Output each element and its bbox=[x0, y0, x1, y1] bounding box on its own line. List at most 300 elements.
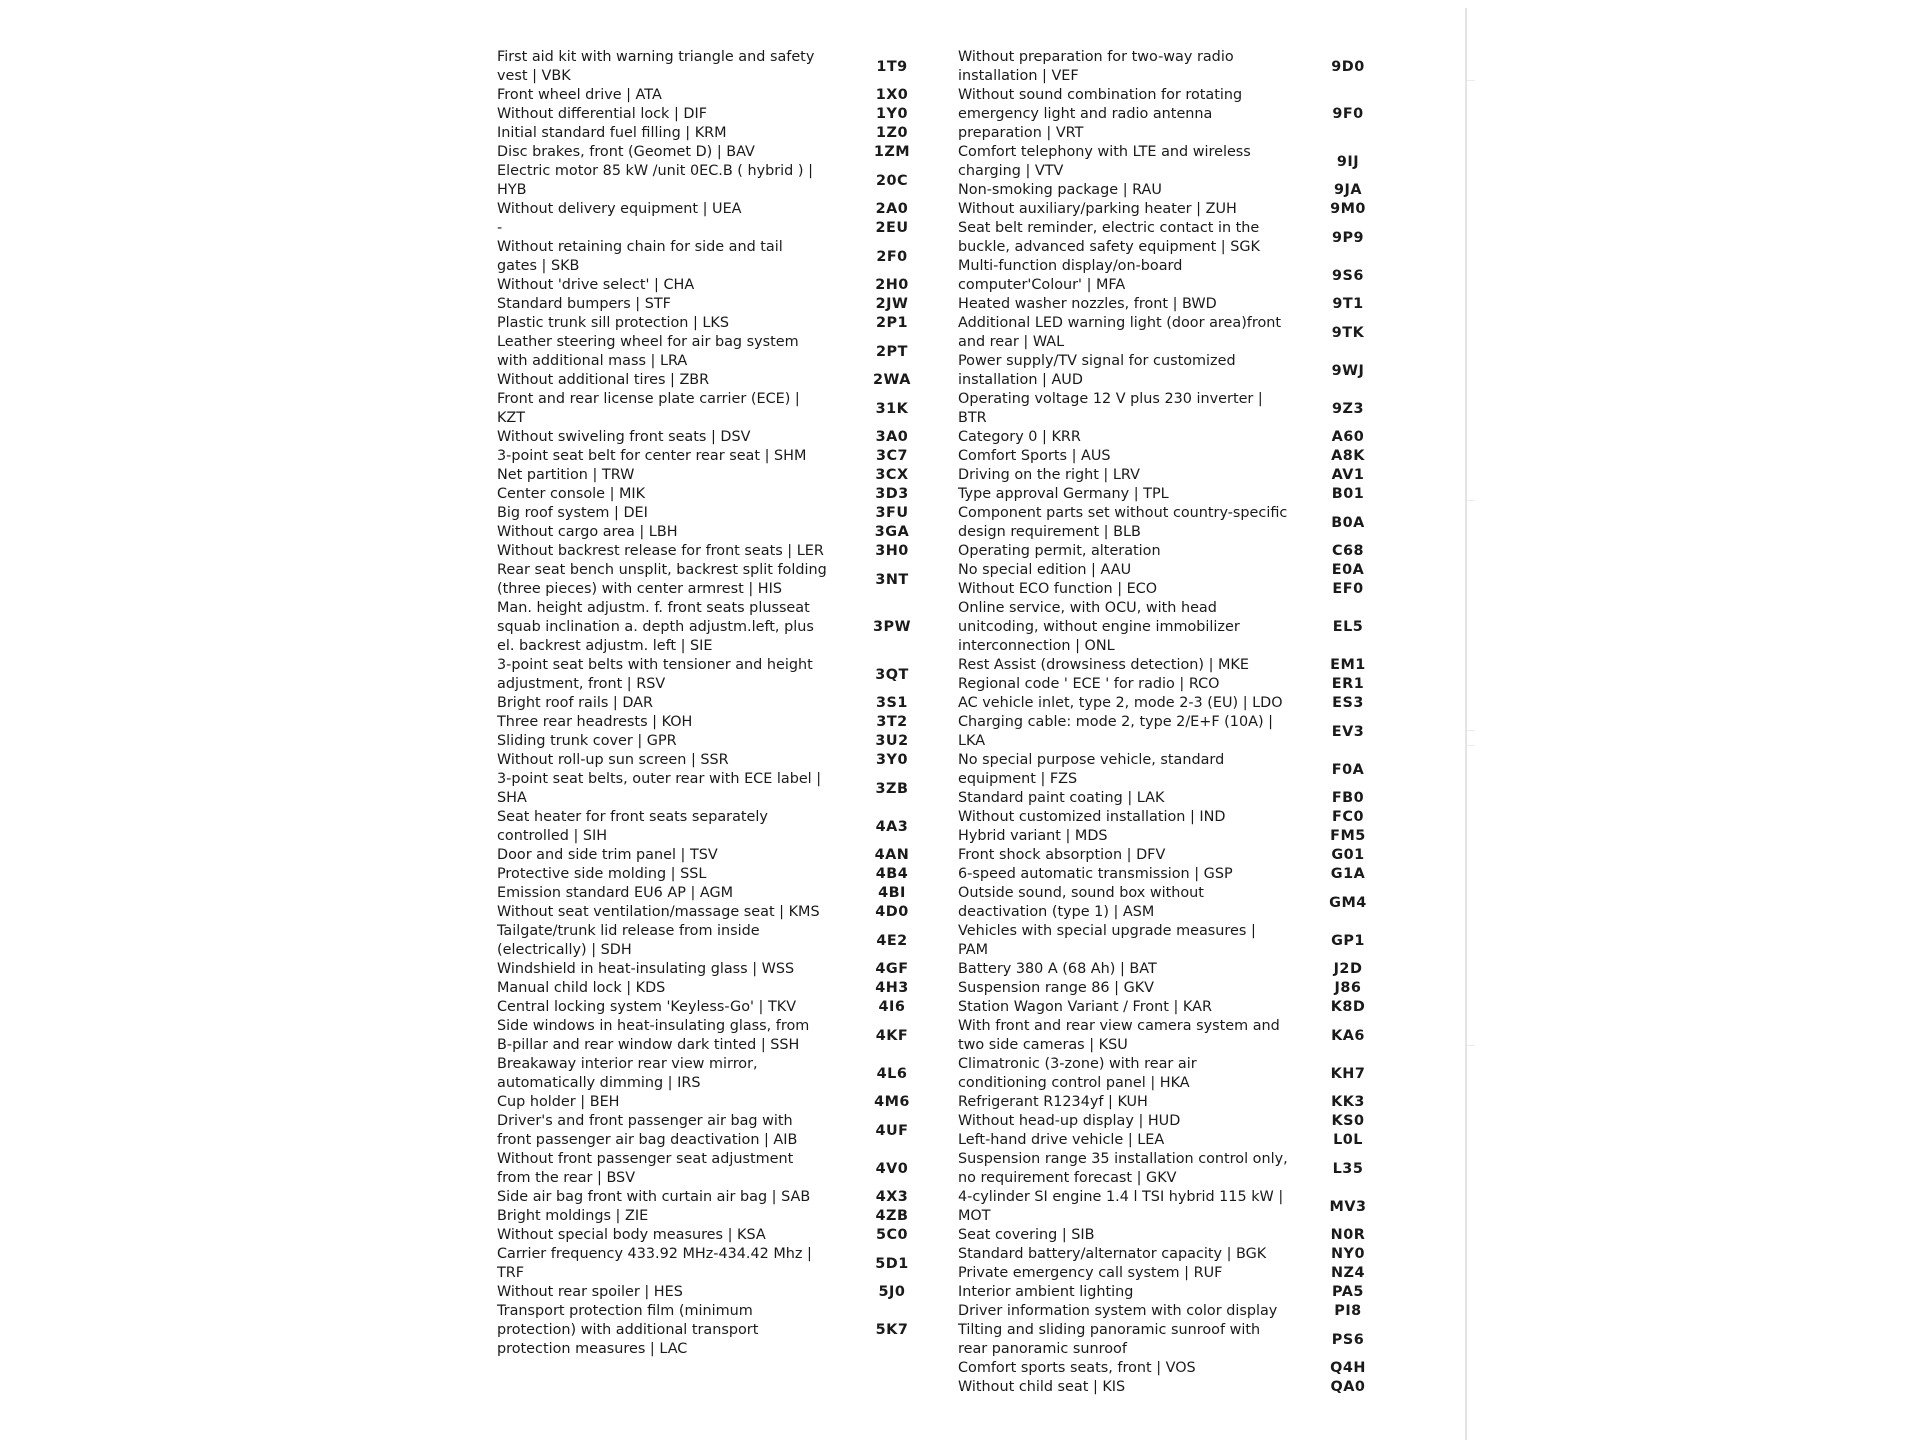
equipment-code: 2JW bbox=[875, 296, 909, 312]
equipment-code: 5D1 bbox=[875, 1255, 909, 1272]
equipment-row bbox=[497, 523, 957, 542]
equipment-code: 9TK bbox=[1331, 324, 1365, 341]
equipment-description: Disc brakes, front (Geomet D) | BAV bbox=[497, 144, 755, 160]
equipment-row bbox=[497, 903, 957, 922]
equipment-description: Comfort sports seats, front | VOS bbox=[958, 1360, 1196, 1376]
equipment-row bbox=[497, 656, 957, 694]
equipment-row bbox=[958, 200, 1408, 219]
equipment-row bbox=[958, 865, 1408, 884]
equipment-description: Carrier frequency 433.92 MHz-434.42 Mhz | TRF bbox=[497, 1246, 812, 1281]
equipment-row bbox=[958, 504, 1408, 542]
equipment-description: Net partition | TRW bbox=[497, 467, 635, 483]
equipment-description: Charging cable: mode 2, type 2/E+F (10A) | LKA bbox=[958, 714, 1273, 749]
equipment-description: Tailgate/trunk lid release from inside (electrically) | SDH bbox=[497, 923, 760, 958]
equipment-row bbox=[958, 314, 1408, 352]
equipment-code: 20C bbox=[875, 172, 909, 189]
equipment-row bbox=[958, 390, 1408, 428]
equipment-row bbox=[497, 1245, 957, 1283]
equipment-description: Seat covering | SIB bbox=[958, 1227, 1095, 1243]
equipment-row bbox=[497, 1093, 957, 1112]
equipment-code: 3ZB bbox=[875, 780, 909, 797]
equipment-code: EV3 bbox=[1331, 723, 1365, 740]
equipment-code: 2PT bbox=[876, 343, 908, 360]
equipment-code: GP1 bbox=[1331, 932, 1365, 949]
equipment-description: - bbox=[497, 220, 503, 236]
equipment-code: J86 bbox=[1334, 980, 1362, 996]
equipment-description: Category 0 | KRR bbox=[958, 429, 1081, 445]
equipment-code: 4BI bbox=[878, 885, 906, 901]
equipment-code: 3CX bbox=[875, 467, 909, 483]
equipment-description: Vehicles with special upgrade measures | PAM bbox=[958, 923, 1256, 958]
equipment-code: 2WA bbox=[873, 372, 911, 388]
equipment-description: Door and side trim panel | TSV bbox=[497, 847, 718, 863]
equipment-description: Suspension range 35 installation control only, no requirement forecast | GKV bbox=[958, 1151, 1288, 1186]
equipment-code: G1A bbox=[1330, 866, 1366, 882]
equipment-description: Tilting and sliding panoramic sunroof with rear panoramic sunroof bbox=[958, 1322, 1261, 1357]
equipment-row bbox=[958, 751, 1408, 789]
equipment-description: Driving on the right | LRV bbox=[958, 467, 1140, 483]
equipment-row bbox=[497, 998, 957, 1017]
equipment-code: 2P1 bbox=[875, 315, 909, 331]
equipment-code: B01 bbox=[1331, 486, 1365, 502]
equipment-description: With front and rear view camera system and two side cameras | KSU bbox=[958, 1018, 1280, 1053]
equipment-code: B0A bbox=[1331, 514, 1365, 531]
equipment-row bbox=[958, 713, 1408, 751]
equipment-description: Breakaway interior rear view mirror, automatically dimming | IRS bbox=[497, 1056, 758, 1091]
equipment-description: Private emergency call system | RUF bbox=[958, 1265, 1223, 1281]
equipment-row bbox=[497, 865, 957, 884]
equipment-code: FM5 bbox=[1330, 828, 1366, 844]
equipment-description: Without cargo area | LBH bbox=[497, 524, 678, 540]
equipment-description: Comfort Sports | AUS bbox=[958, 448, 1111, 464]
equipment-row bbox=[958, 352, 1408, 390]
equipment-description: Sliding trunk cover | GPR bbox=[497, 733, 677, 749]
equipment-code: 4E2 bbox=[876, 932, 908, 949]
equipment-row bbox=[497, 1188, 957, 1207]
equipment-description: Multi-function display/on-board computer'Colour' | MFA bbox=[958, 258, 1183, 293]
equipment-row bbox=[958, 1055, 1408, 1093]
equipment-row bbox=[497, 884, 957, 903]
equipment-row bbox=[497, 770, 957, 808]
equipment-row bbox=[497, 1302, 957, 1359]
equipment-description: Without head-up display | HUD bbox=[958, 1113, 1181, 1129]
equipment-row bbox=[958, 960, 1408, 979]
equipment-row bbox=[497, 694, 957, 713]
equipment-row bbox=[958, 86, 1408, 143]
equipment-code: 1T9 bbox=[876, 58, 908, 75]
equipment-row bbox=[497, 124, 957, 143]
equipment-row bbox=[958, 257, 1408, 295]
equipment-code: L0L bbox=[1333, 1132, 1363, 1148]
equipment-description: Without swiveling front seats | DSV bbox=[497, 429, 751, 445]
equipment-description: Without child seat | KIS bbox=[958, 1379, 1126, 1395]
equipment-code: KH7 bbox=[1330, 1065, 1366, 1082]
equipment-description: Operating permit, alteration bbox=[958, 543, 1161, 559]
equipment-row bbox=[497, 599, 957, 656]
equipment-code: 9T1 bbox=[1332, 296, 1364, 312]
equipment-code: 4A3 bbox=[875, 818, 909, 835]
equipment-code: K8D bbox=[1330, 999, 1366, 1015]
equipment-description: 3-point seat belt for center rear seat | SHM bbox=[497, 448, 807, 464]
equipment-row bbox=[497, 1017, 957, 1055]
equipment-code: 4B4 bbox=[875, 866, 909, 882]
equipment-code: C68 bbox=[1331, 543, 1365, 559]
equipment-code: 4UF bbox=[875, 1122, 909, 1139]
equipment-description: Without delivery equipment | UEA bbox=[497, 201, 742, 217]
equipment-row bbox=[958, 1302, 1408, 1321]
equipment-description: Front shock absorption | DFV bbox=[958, 847, 1166, 863]
equipment-description: Component parts set without country-specific design requirement | BLB bbox=[958, 505, 1288, 540]
equipment-code: 1Y0 bbox=[876, 106, 908, 122]
equipment-description: Initial standard fuel filling | KRM bbox=[497, 125, 727, 141]
equipment-code: 4L6 bbox=[876, 1065, 908, 1082]
equipment-code: EF0 bbox=[1332, 581, 1364, 597]
equipment-code: PA5 bbox=[1332, 1284, 1364, 1300]
equipment-code: 3S1 bbox=[876, 695, 908, 711]
equipment-code: PS6 bbox=[1331, 1331, 1365, 1348]
equipment-row bbox=[958, 656, 1408, 675]
equipment-description: Central locking system 'Keyless-Go' | TKV bbox=[497, 999, 797, 1015]
equipment-code: Q4H bbox=[1330, 1360, 1366, 1376]
equipment-row bbox=[958, 1245, 1408, 1264]
equipment-row bbox=[958, 1321, 1408, 1359]
equipment-row bbox=[497, 48, 957, 86]
equipment-description: Bright roof rails | DAR bbox=[497, 695, 654, 711]
equipment-description: Driver information system with color display bbox=[958, 1303, 1278, 1319]
equipment-code: 5J0 bbox=[878, 1284, 906, 1300]
equipment-code: 3Y0 bbox=[876, 752, 908, 768]
equipment-row bbox=[958, 998, 1408, 1017]
equipment-code: EM1 bbox=[1330, 657, 1366, 673]
equipment-description: Side windows in heat-insulating glass, from B-pillar and rear window dark tinted | SSH bbox=[497, 1018, 810, 1053]
equipment-row bbox=[497, 1055, 957, 1093]
equipment-description: No special edition | AAU bbox=[958, 562, 1132, 578]
equipment-code: 4M6 bbox=[874, 1094, 910, 1110]
equipment-row bbox=[958, 1283, 1408, 1302]
equipment-description: Without roll-up sun screen | SSR bbox=[497, 752, 729, 768]
equipment-code: A8K bbox=[1331, 448, 1365, 464]
equipment-row bbox=[497, 1207, 957, 1226]
equipment-row bbox=[497, 561, 957, 599]
equipment-row bbox=[958, 428, 1408, 447]
equipment-row bbox=[497, 1283, 957, 1302]
equipment-description: No special purpose vehicle, standard equipment | FZS bbox=[958, 752, 1225, 787]
equipment-description: Bright moldings | ZIE bbox=[497, 1208, 649, 1224]
equipment-code: 4AN bbox=[874, 847, 910, 863]
equipment-row bbox=[958, 466, 1408, 485]
equipment-code: 4I6 bbox=[878, 999, 906, 1015]
equipment-row bbox=[497, 979, 957, 998]
equipment-row bbox=[958, 808, 1408, 827]
equipment-description: Without sound combination for rotating emergency light and radio antenna preparation | VRT bbox=[958, 87, 1243, 141]
equipment-description: Standard battery/alternator capacity | BGK bbox=[958, 1246, 1267, 1262]
equipment-description: Outside sound, sound box without deactivation (type 1) | ASM bbox=[958, 885, 1204, 920]
equipment-description: Without additional tires | ZBR bbox=[497, 372, 710, 388]
equipment-row bbox=[958, 827, 1408, 846]
equipment-row bbox=[497, 1226, 957, 1245]
equipment-code: 2F0 bbox=[876, 248, 908, 265]
equipment-row bbox=[497, 732, 957, 751]
equipment-row bbox=[958, 599, 1408, 656]
equipment-code: 3D3 bbox=[875, 486, 909, 502]
equipment-code: 3PW bbox=[873, 619, 911, 635]
equipment-description: 6-speed automatic transmission | GSP bbox=[958, 866, 1233, 882]
equipment-code: AV1 bbox=[1331, 467, 1365, 483]
equipment-code: PI8 bbox=[1334, 1303, 1362, 1319]
equipment-description: Front wheel drive | ATA bbox=[497, 87, 662, 103]
equipment-description: Plastic trunk sill protection | LKS bbox=[497, 315, 729, 331]
equipment-row bbox=[497, 466, 957, 485]
equipment-code: A60 bbox=[1331, 429, 1365, 445]
equipment-code: NY0 bbox=[1331, 1246, 1365, 1262]
equipment-description: Without 'drive select' | CHA bbox=[497, 277, 695, 293]
equipment-row bbox=[497, 1112, 957, 1150]
equipment-row bbox=[958, 789, 1408, 808]
equipment-row bbox=[497, 846, 957, 865]
equipment-description: Without retaining chain for side and tail gates | SKB bbox=[497, 239, 783, 274]
equipment-code: NZ4 bbox=[1331, 1265, 1365, 1281]
equipment-row bbox=[958, 1226, 1408, 1245]
equipment-row bbox=[497, 295, 957, 314]
equipment-code: 2EU bbox=[875, 220, 909, 236]
equipment-row bbox=[958, 181, 1408, 200]
equipment-code: 3NT bbox=[875, 571, 909, 588]
equipment-code: 9P9 bbox=[1331, 229, 1365, 246]
equipment-description: Without differential lock | DIF bbox=[497, 106, 707, 122]
equipment-description: Side air bag front with curtain air bag | SAB bbox=[497, 1189, 811, 1205]
equipment-code: FC0 bbox=[1332, 809, 1364, 825]
equipment-row bbox=[958, 1017, 1408, 1055]
equipment-description: Station Wagon Variant / Front | KAR bbox=[958, 999, 1212, 1015]
equipment-row bbox=[497, 219, 957, 238]
equipment-row bbox=[497, 808, 957, 846]
equipment-row bbox=[958, 542, 1408, 561]
equipment-code: KA6 bbox=[1331, 1027, 1365, 1044]
equipment-row bbox=[958, 1188, 1408, 1226]
equipment-description: Without ECO function | ECO bbox=[958, 581, 1158, 597]
equipment-code: 3T2 bbox=[876, 714, 908, 730]
equipment-description: Transport protection film (minimum protection) with additional transport protection measures | LAC bbox=[497, 1303, 759, 1357]
equipment-description: First aid kit with warning triangle and safety vest | VBK bbox=[497, 49, 815, 84]
equipment-description: Seat belt reminder, electric contact in the buckle, advanced safety equipment | SGK bbox=[958, 220, 1260, 255]
equipment-row bbox=[958, 694, 1408, 713]
equipment-description: Standard paint coating | LAK bbox=[958, 790, 1165, 806]
equipment-row bbox=[958, 1150, 1408, 1188]
equipment-row bbox=[958, 675, 1408, 694]
equipment-row bbox=[958, 295, 1408, 314]
equipment-description: Without rear spoiler | HES bbox=[497, 1284, 683, 1300]
equipment-description: Three rear headrests | KOH bbox=[497, 714, 693, 730]
equipment-description: 3-point seat belts, outer rear with ECE label | SHA bbox=[497, 771, 822, 806]
equipment-description: Heated washer nozzles, front | BWD bbox=[958, 296, 1217, 312]
equipment-code: 5K7 bbox=[875, 1322, 909, 1338]
equipment-code: 9M0 bbox=[1330, 201, 1366, 217]
equipment-description: Additional LED warning light (door area)front and rear | WAL bbox=[958, 315, 1282, 350]
equipment-code: 1ZM bbox=[873, 144, 911, 160]
equipment-description: Emission standard EU6 AP | AGM bbox=[497, 885, 734, 901]
equipment-description: Big roof system | DEI bbox=[497, 505, 648, 521]
equipment-description: Leather steering wheel for air bag system with additional mass | LRA bbox=[497, 334, 799, 369]
equipment-row bbox=[958, 846, 1408, 865]
equipment-code: EL5 bbox=[1332, 619, 1364, 635]
equipment-row bbox=[497, 276, 957, 295]
equipment-row bbox=[497, 200, 957, 219]
equipment-code: N0R bbox=[1330, 1227, 1366, 1243]
equipment-description: Rest Assist (drowsiness detection) | MKE bbox=[958, 657, 1249, 673]
equipment-code: 4GF bbox=[875, 961, 909, 977]
scan-mark bbox=[1467, 1045, 1475, 1046]
equipment-description: Left-hand drive vehicle | LEA bbox=[958, 1132, 1165, 1148]
equipment-description: Manual child lock | KDS bbox=[497, 980, 666, 996]
equipment-row bbox=[958, 1378, 1408, 1397]
equipment-code: 3C7 bbox=[875, 448, 909, 464]
equipment-row bbox=[497, 371, 957, 390]
equipment-description: 4-cylinder SI engine 1.4 l TSI hybrid 115 kW | MOT bbox=[958, 1189, 1284, 1224]
equipment-code: KK3 bbox=[1331, 1094, 1365, 1110]
equipment-description: Regional code ' ECE ' for radio | RCO bbox=[958, 676, 1220, 692]
equipment-code: 4X3 bbox=[875, 1189, 909, 1205]
equipment-description: Without auxiliary/parking heater | ZUH bbox=[958, 201, 1237, 217]
equipment-description: Electric motor 85 kW /unit 0EC.B ( hybrid ) | HYB bbox=[497, 163, 813, 198]
equipment-description: Driver's and front passenger air bag with front passenger air bag deactivation | AIB bbox=[497, 1113, 798, 1148]
equipment-description: Comfort telephony with LTE and wireless charging | VTV bbox=[958, 144, 1251, 179]
equipment-row bbox=[958, 1093, 1408, 1112]
equipment-description: 3-point seat belts with tensioner and height adjustment, front | RSV bbox=[497, 657, 813, 692]
equipment-description: Protective side molding | SSL bbox=[497, 866, 707, 882]
equipment-description: Without customized installation | IND bbox=[958, 809, 1226, 825]
equipment-code: 3U2 bbox=[875, 733, 909, 749]
equipment-description: Type approval Germany | TPL bbox=[958, 486, 1169, 502]
equipment-code: 9WJ bbox=[1331, 362, 1365, 379]
equipment-row bbox=[497, 447, 957, 466]
equipment-code: KS0 bbox=[1331, 1113, 1365, 1129]
equipment-code: 9IJ bbox=[1336, 153, 1360, 170]
equipment-code: 1Z0 bbox=[876, 125, 908, 141]
equipment-description: Seat heater for front seats separately controlled | SIH bbox=[497, 809, 768, 844]
equipment-code: 4ZB bbox=[875, 1208, 909, 1224]
equipment-row bbox=[497, 922, 957, 960]
equipment-row bbox=[497, 428, 957, 447]
equipment-code: 9Z3 bbox=[1332, 400, 1364, 417]
equipment-description: Front and rear license plate carrier (ECE) | KZT bbox=[497, 391, 800, 426]
equipment-row bbox=[958, 447, 1408, 466]
equipment-code: G01 bbox=[1331, 847, 1365, 863]
equipment-row bbox=[497, 504, 957, 523]
equipment-code: E0A bbox=[1331, 562, 1365, 578]
equipment-code: ER1 bbox=[1331, 676, 1365, 692]
equipment-code: 4KF bbox=[875, 1027, 909, 1044]
equipment-row bbox=[497, 143, 957, 162]
equipment-description: Climatronic (3-zone) with rear air conditioning control panel | HKA bbox=[958, 1056, 1197, 1091]
right-equipment-list bbox=[958, 48, 1408, 1397]
equipment-row bbox=[497, 485, 957, 504]
equipment-row bbox=[958, 143, 1408, 181]
equipment-row bbox=[497, 390, 957, 428]
left-equipment-list bbox=[497, 48, 957, 1359]
equipment-description: Suspension range 86 | GKV bbox=[958, 980, 1155, 996]
equipment-description: AC vehicle inlet, type 2, mode 2-3 (EU) | LDO bbox=[958, 695, 1283, 711]
equipment-code: 31K bbox=[875, 400, 909, 417]
equipment-description: Center console | MIK bbox=[497, 486, 646, 502]
scan-mark bbox=[1467, 745, 1475, 746]
equipment-code: 9JA bbox=[1333, 182, 1362, 198]
equipment-code: 4V0 bbox=[875, 1160, 909, 1177]
equipment-row bbox=[497, 1150, 957, 1188]
equipment-row bbox=[958, 485, 1408, 504]
equipment-code: FB0 bbox=[1331, 790, 1365, 806]
equipment-description: Man. height adjustm. f. front seats plusseat squab inclination a. depth adjustm.left, plus el. backrest adjustm. left | SIE bbox=[497, 600, 814, 654]
equipment-code: 9S6 bbox=[1332, 267, 1364, 284]
equipment-row bbox=[958, 922, 1408, 960]
equipment-row bbox=[497, 105, 957, 124]
equipment-code: 4H3 bbox=[875, 980, 909, 996]
equipment-row bbox=[958, 979, 1408, 998]
equipment-row bbox=[958, 884, 1408, 922]
equipment-description: Operating voltage 12 V plus 230 inverter | BTR bbox=[958, 391, 1263, 426]
equipment-row bbox=[958, 1264, 1408, 1283]
equipment-description: Refrigerant R1234yf | KUH bbox=[958, 1094, 1148, 1110]
equipment-description: Standard bumpers | STF bbox=[497, 296, 671, 312]
equipment-row bbox=[497, 542, 957, 561]
equipment-description: Non-smoking package | RAU bbox=[958, 182, 1162, 198]
equipment-description: Rear seat bench unsplit, backrest split folding (three pieces) with center armrest | HIS bbox=[497, 562, 827, 597]
equipment-code: 5C0 bbox=[875, 1227, 909, 1243]
equipment-code: 3H0 bbox=[875, 543, 909, 559]
equipment-row bbox=[497, 86, 957, 105]
equipment-code: 2H0 bbox=[875, 277, 909, 293]
scan-mark bbox=[1467, 730, 1475, 731]
equipment-code: MV3 bbox=[1329, 1198, 1367, 1215]
equipment-description: Cup holder | BEH bbox=[497, 1094, 620, 1110]
equipment-code: 1X0 bbox=[875, 87, 909, 103]
equipment-row bbox=[497, 960, 957, 979]
scan-mark bbox=[1467, 80, 1475, 81]
equipment-description: Online service, with OCU, with head unitcoding, without engine immobilizer interconnection | ONL bbox=[958, 600, 1240, 654]
equipment-row bbox=[958, 580, 1408, 599]
equipment-description: Without seat ventilation/massage seat | KMS bbox=[497, 904, 820, 920]
equipment-description: Without preparation for two-way radio installation | VEF bbox=[958, 49, 1234, 84]
equipment-description: Hybrid variant | MDS bbox=[958, 828, 1108, 844]
equipment-row bbox=[958, 1112, 1408, 1131]
equipment-code: 9F0 bbox=[1332, 106, 1364, 122]
equipment-description: Interior ambient lighting bbox=[958, 1284, 1134, 1300]
equipment-code: 4D0 bbox=[875, 904, 909, 920]
scan-page-edge bbox=[1465, 8, 1467, 1440]
equipment-row bbox=[958, 561, 1408, 580]
equipment-code: F0A bbox=[1331, 761, 1365, 778]
equipment-code: 9D0 bbox=[1331, 58, 1365, 75]
equipment-row bbox=[497, 333, 957, 371]
equipment-code: L35 bbox=[1332, 1160, 1364, 1177]
equipment-row bbox=[497, 751, 957, 770]
equipment-row bbox=[958, 219, 1408, 257]
equipment-code: 3A0 bbox=[875, 429, 909, 445]
equipment-code: 3GA bbox=[874, 524, 910, 540]
equipment-row bbox=[958, 1131, 1408, 1150]
equipment-row bbox=[958, 1359, 1408, 1378]
equipment-code: QA0 bbox=[1330, 1379, 1366, 1395]
equipment-code: 3QT bbox=[875, 666, 909, 683]
equipment-row bbox=[958, 48, 1408, 86]
equipment-code: GM4 bbox=[1329, 894, 1367, 911]
equipment-code: 2A0 bbox=[875, 201, 909, 217]
equipment-code: J2D bbox=[1333, 961, 1363, 977]
equipment-description: Without front passenger seat adjustment from the rear | BSV bbox=[497, 1151, 794, 1186]
equipment-description: Without special body measures | KSA bbox=[497, 1227, 766, 1243]
equipment-code: 3FU bbox=[875, 505, 909, 521]
scan-mark bbox=[1467, 500, 1475, 501]
equipment-description: Without backrest release for front seats | LER bbox=[497, 543, 824, 559]
